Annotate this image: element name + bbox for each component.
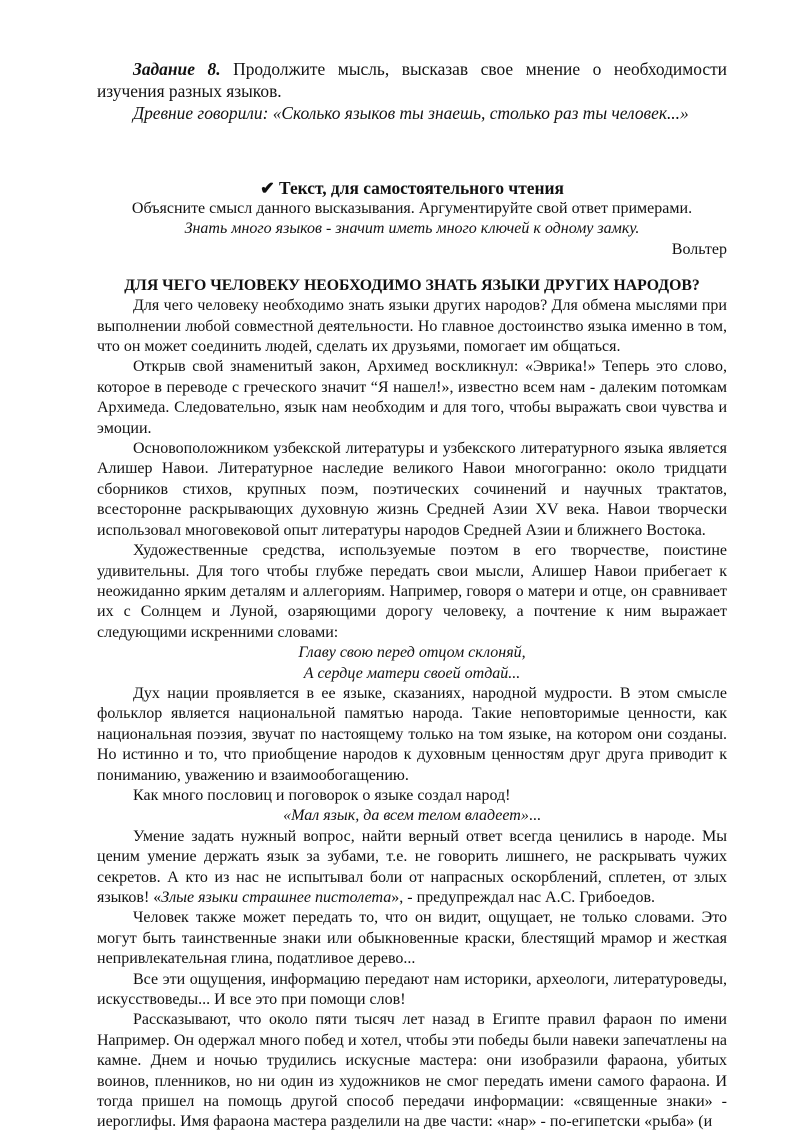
article-paragraph: Дух нации проявляется в ее языке, сказаниях, народной мудрости. В этом смысле фольклор является национальной памятью народа. Такие неповторимые ценности, как национальная поэзия, звучат по настоящему только на том языке, на котором они созданы. Но истинно и то, что приобщение народов к духовным ценностям друг друга приводит к пониманию, уважению и взаимообогащению. <box>97 684 727 784</box>
article-paragraph: Как много пословиц и поговорок о языке создал народ! <box>133 786 511 804</box>
article-paragraph: Все эти ощущения, информацию передают нам историки, археологи, литературоведы, искусствоведы... И все это при помощи слов! <box>97 970 727 1009</box>
task-paragraph <box>97 58 727 102</box>
article-paragraph <box>97 827 727 909</box>
article-title: ДЛЯ ЧЕГО ЧЕЛОВЕКУ НЕОБХОДИМО ЗНАТЬ ЯЗЫКИ ДРУГИХ НАРОДОВ? <box>124 277 700 295</box>
task-text: Продолжите мысль, высказав свое мнение о необходимости изучения разных языков. <box>97 59 727 101</box>
poem-line: Главу свою перед отцом склоняй, <box>298 644 526 662</box>
proverb-tail: ... <box>528 807 541 825</box>
proverb-text: «Мал язык, да всем телом владеет» <box>283 807 529 825</box>
article-paragraph: Открыв свой знаменитый закон, Архимед воскликнул: «Эврика!» Теперь это слово, которое в переводе с греческого значит “Я нашел!», известно всем нам - далеким потомкам Архимеда. Следовательно, язык нам необходим и для того, чтобы выражать свои чувства и эмоции. <box>97 358 727 437</box>
article-paragraph: Для чего человеку необходимо знать языки других народов? Для обмена мыслями при выполнении любой совместной деятельности. Но главное достоинство языка именно в том, что он может соединить людей, сделать их друзьями, помогает им общаться. <box>97 297 727 356</box>
paragraph-text: », - предупреждал нас А.С. Грибоедов. <box>391 889 655 906</box>
poem-line: А сердце матери своей отдай... <box>303 664 521 682</box>
article-paragraph: Художественные средства, используемые поэтом в его творчестве, поистине удивительны. Для того чтобы глубже передать свои мысли, Алишер Навои прибегает к неожиданно ярким деталям и аллегориям. Например, говоря о матери и отце, он сравнивает их с Солнцем и Луной, озаряющими дорогу человеку, а почтение к ним выражает следующими искренними словами: <box>97 542 727 641</box>
epigraph: Знать много языков - значит иметь много ключей к одному замку. <box>184 220 640 238</box>
section-instruction: Объясните смысл данного высказывания. Аргументируйте свой ответ примерами. <box>131 200 693 217</box>
paragraph-text: Умение задать нужный вопрос, найти верный ответ всегда ценились в народе. Мы ценим умение держать язык за зубами, т.е. не говорить лишнего, не раскрывать чужих секретов. А кто из нас не испытывал боли от напрасных оскорблений, сплетен, от злых языков! « <box>97 827 727 906</box>
checkmark-icon: ✔ <box>260 178 275 198</box>
document-page <box>97 58 727 1133</box>
proverb-line <box>97 806 727 826</box>
epigraph-author: Вольтер <box>671 240 727 258</box>
section-title <box>97 177 727 199</box>
quote-text: Злые языки страшнее пистолета <box>161 889 392 906</box>
section-title-text: Текст, для самостоятельного чтения <box>279 178 564 198</box>
article-paragraph: Основоположником узбекской литературы и узбекского литературного языка является Алишер Навои. Литературное наследие великого Навои многогранно: около тридцати сборников стихов, крупных поэм, поэтических сочинений и научных трактатов, всесторонне раскрывающих духовную жизнь Средней Азии XV века. Навои творчески использовал многовековой опыт литературы народов Средней Азии и ближнего Востока. <box>97 440 727 539</box>
spacer <box>97 124 727 177</box>
article-paragraph: Человек также может передать то, что он видит, ощущает, не только словами. Это могут быть таинственные знаки или обыкновенные краски, блестящий мрамор и жесткая непривлекательная глина, податливое дерево... <box>97 909 727 968</box>
task-label: Задание 8. <box>133 59 221 79</box>
article-paragraph: Рассказывают, что около пяти тысяч лет назад в Египте правил фараон по имени Например. Он одержал много побед и хотел, чтобы эти победы были навеки запечатлены на камне. Днем и ночью трудились искусные мастера: они изобразили фараона, убитых воинов, пленников, но ни один из художников не смог передать имени самого фараона. И тогда пришел на помощь другой способ передачи информации: «священные знаки» - иероглифы. Имя фараона мастера разделили на две части: «нар» - по-египетски «рыба» (и <box>97 1011 727 1131</box>
task-quote: Древние говорили: «Сколько языков ты знаешь, столько раз ты человек...» <box>133 103 689 123</box>
